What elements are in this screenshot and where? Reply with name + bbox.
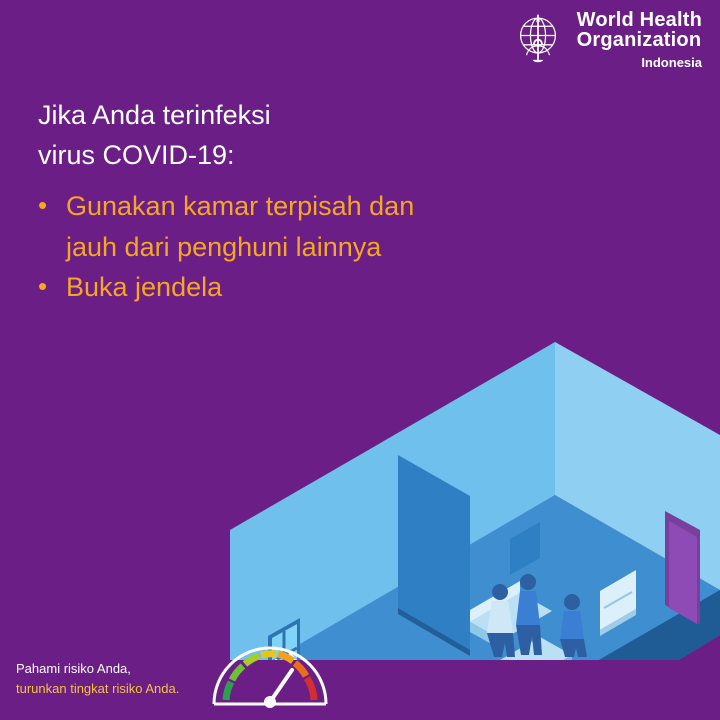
- who-line1: World Health: [576, 9, 702, 31]
- who-line2: Organization: [576, 29, 702, 52]
- bullet-text-rest: dan: [361, 191, 415, 221]
- risk-gauge-icon: [210, 630, 330, 708]
- bullet-marker: •: [38, 190, 48, 220]
- who-country: Indonesia: [641, 54, 702, 70]
- isometric-room-illustration: [0, 230, 720, 660]
- headline-line2: virus COVID-19:: [38, 139, 235, 170]
- list-item: [38, 186, 598, 227]
- headline: [38, 96, 598, 176]
- footer-line2: turunkan tingkat risiko Anda.: [16, 680, 180, 696]
- bullet-text-highlight: Gunakan kamar terpisah: [66, 191, 362, 221]
- bullet-marker: •: [38, 271, 48, 301]
- who-emblem-icon: [509, 10, 567, 68]
- bullet-text-highlight: Buka jendela: [66, 272, 223, 302]
- footer-line1: Pahami risiko Anda,: [16, 661, 131, 676]
- who-wordmark: [577, 10, 702, 69]
- bullet-text-wrap: jauh dari penghuni lainnya: [66, 231, 382, 262]
- bullet-text: [66, 186, 598, 227]
- headline-line1: Jika Anda terinfeksi: [38, 100, 271, 130]
- interior-door: [665, 511, 700, 625]
- who-logo: [509, 10, 702, 69]
- footer-tagline: [16, 659, 179, 698]
